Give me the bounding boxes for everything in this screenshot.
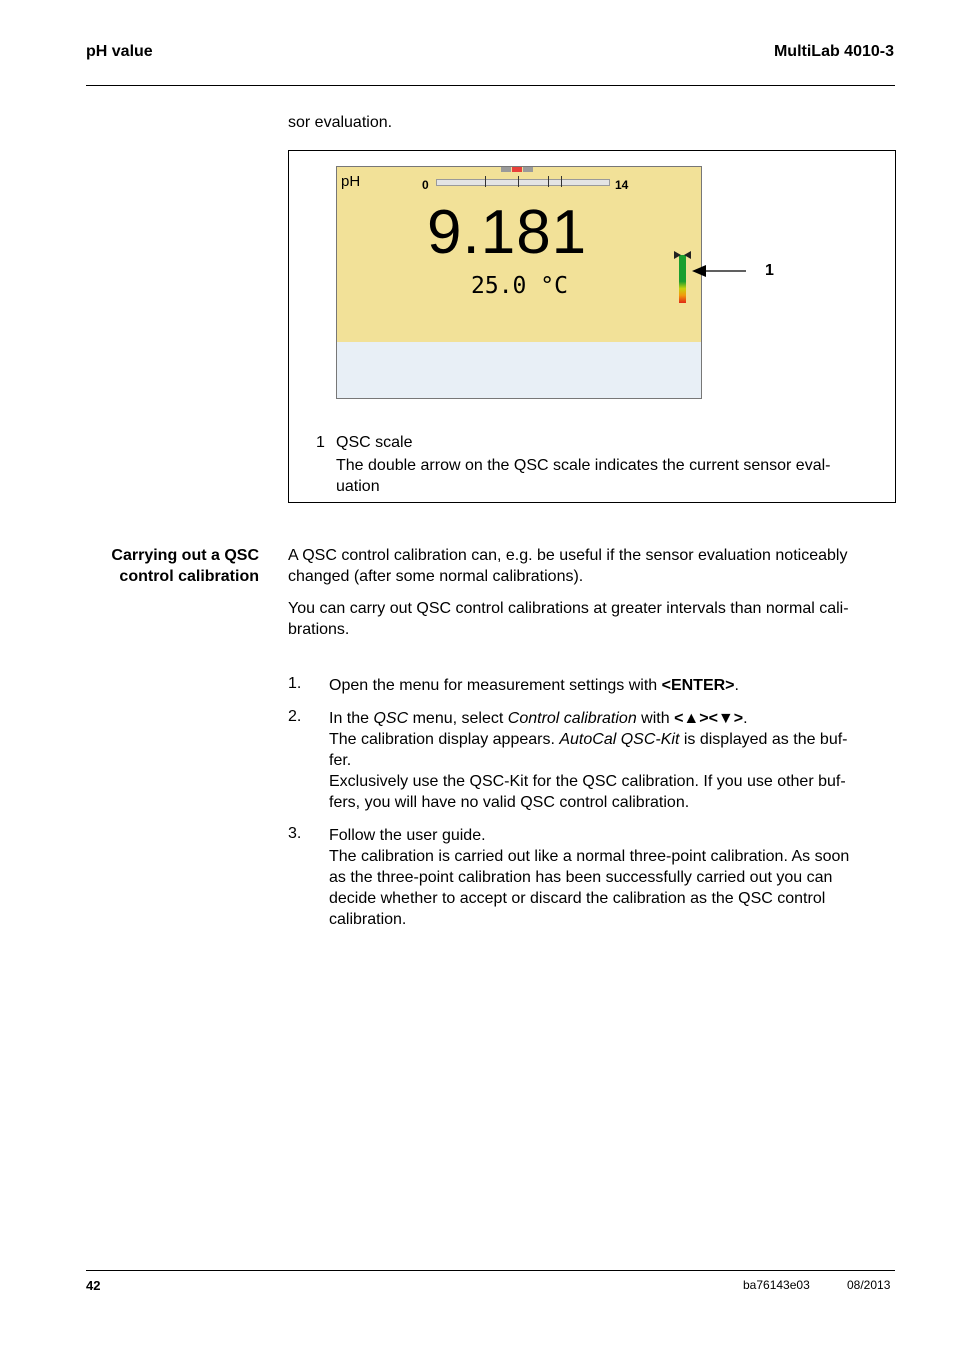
- qsc-scale-bar: [679, 255, 686, 303]
- step-number: 3.: [288, 825, 302, 842]
- header-product-name: MultiLab 4010-3: [773, 43, 894, 60]
- paragraph-intervals: You can carry out QSC control calibrations at greater intervals than normal cali- brations.: [288, 600, 849, 638]
- meter-display: [336, 166, 702, 399]
- caption-title: QSC scale: [336, 434, 413, 451]
- step-1-text: Open the menu for measurement settings with <ENTER>.: [329, 677, 739, 694]
- scale-tick: [561, 176, 562, 187]
- range-scale-bar: [436, 179, 610, 186]
- document-id: ba76143e03: [743, 1278, 810, 1292]
- scale-tick: [485, 176, 486, 187]
- header-rule: [86, 85, 895, 86]
- intro-fragment: sor evaluation.: [288, 114, 393, 131]
- measured-value: 9.181: [427, 198, 588, 267]
- callout-number: 1: [765, 262, 774, 279]
- caption-number: 1: [316, 434, 325, 451]
- scale-tick: [548, 176, 549, 187]
- arrow-keys-label: <▲><▼>: [674, 710, 744, 727]
- footer-rule: [86, 1270, 895, 1271]
- step-3-text: Follow the user guide. The calibration is carried out like a normal three-point calibration. As soon as the three-point calibration has been successfully carried out you can decide whether to accept or discard the calibration as the QSC control calibration.: [329, 827, 850, 928]
- document-date: 08/2013: [847, 1278, 891, 1292]
- scale-tick: [518, 176, 519, 187]
- header-section-title: pH value: [86, 43, 153, 60]
- paragraph-usefulness: A QSC control calibration can, e.g. be useful if the sensor evaluation noticeably changed (after some normal calibrations).: [288, 547, 848, 585]
- temperature-value: 25.0 °C: [471, 273, 568, 299]
- scale-max-label: 14: [615, 178, 629, 192]
- step-2-text: In the QSC menu, select Control calibration with <▲><▼>. The calibration display appears. AutoCal QSC-Kit is displayed as the buf- fer. Exclusively use the QSC-Kit for the QSC calibration. If you use other buf- fers, you will have no valid QSC control calibration.: [329, 710, 848, 811]
- parameter-label: pH: [341, 173, 361, 190]
- caption-description: The double arrow on the QSC scale indicates the current sensor eval- uation: [336, 457, 831, 495]
- double-arrow-icon: [674, 251, 691, 259]
- section-heading: Carrying out a QSC control calibration: [111, 547, 259, 585]
- callout-arrow-icon: [690, 262, 750, 280]
- step-number: 1.: [288, 675, 302, 692]
- status-marks: [501, 167, 535, 172]
- softkey-bar: [337, 342, 701, 398]
- enter-key-label: <ENTER>: [661, 677, 735, 694]
- scale-min-label: 0: [422, 178, 429, 192]
- step-number: 2.: [288, 708, 302, 725]
- page-number: 42: [86, 1278, 101, 1293]
